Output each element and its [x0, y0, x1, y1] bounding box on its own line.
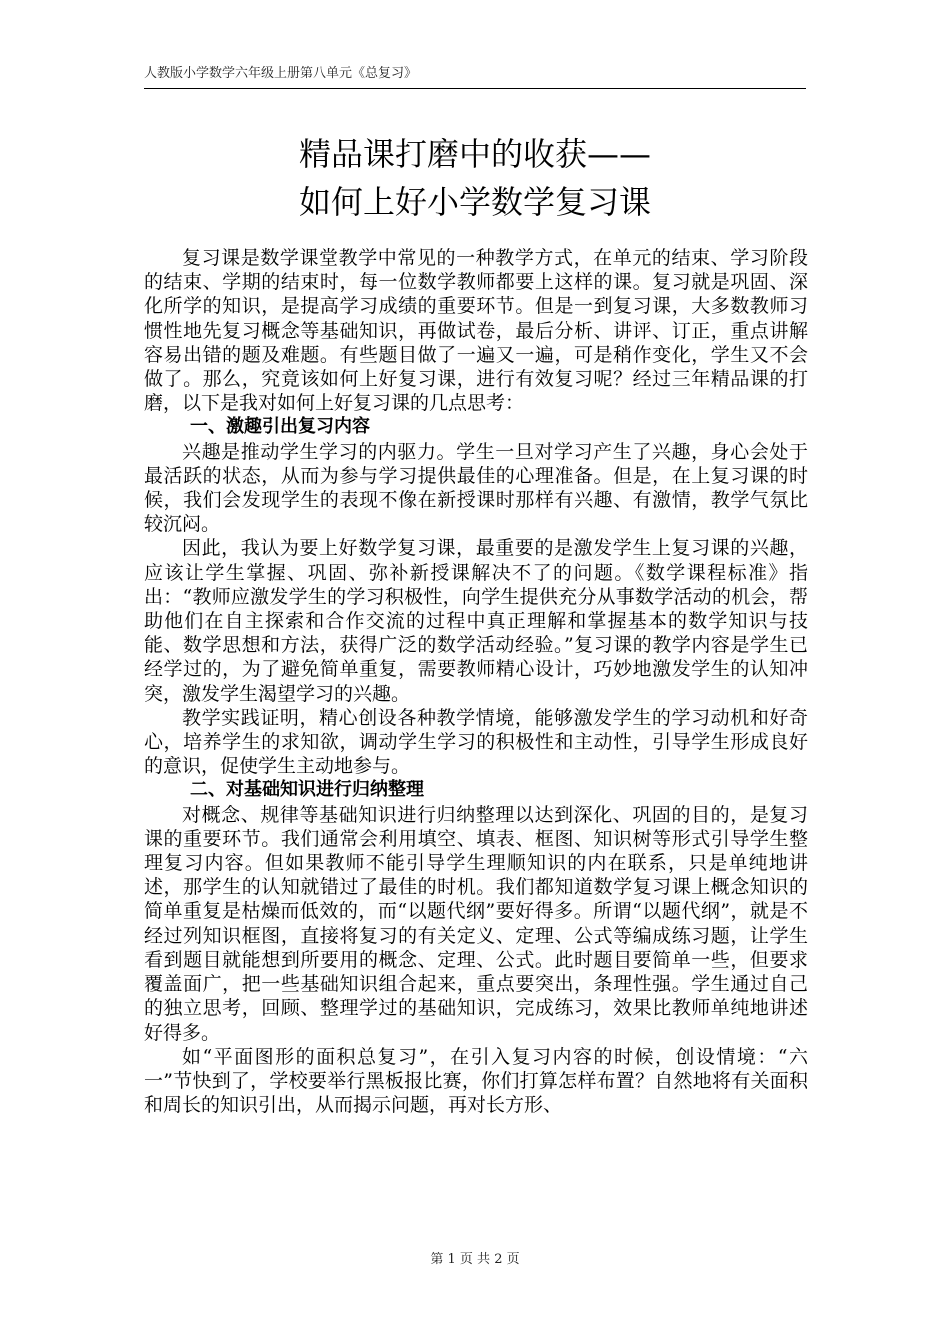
paragraph: 兴趣是推动学生学习的内驱力。学生一旦对学习产生了兴趣，身心会处于最活跃的状态，从而为参与学习提供最佳的心理准备。但是，在上复习课的时候，我们会发现学生的表现不像在新授课时那样有兴趣、有激情，教学气氛比较沉闷。 — [144, 440, 808, 536]
document-title-line-2: 如何上好小学数学复习课 — [298, 183, 651, 221]
page-number-footer: 第 1 页 共 2 页 — [430, 1252, 520, 1267]
page-header: 人教版小学数学六年级上册第八单元《总复习》 — [144, 64, 806, 89]
paragraph: 教学实践证明，精心创设各种教学情境，能够激发学生的学习动机和好奇心，培养学生的求知欲，调动学生学习的积极性和主动性，引导学生形成良好的意识，促使学生主动地参与。 — [144, 706, 808, 778]
section-heading-1: 一、激趣引出复习内容 — [190, 416, 370, 438]
paragraph: 对概念、规律等基础知识进行归纳整理以达到深化、巩固的目的，是复习课的重要环节。我们通常会利用填空、填表、框图、知识树等形式引导学生整理复习内容。但如果教师不能引导学生理顺知识的内在联系，只是单纯地讲述，那学生的认知就错过了最佳的时机。我们都知道数学复习课上概念知识的简单重复是枯燥而低效的，而“以题代纲”要好得多。所谓“以题代纲”，就是不经过列知识框图，直接将复习的有关定义、定理、公式等编成练习题，让学生看到题目就能想到所要用的概念、定理、公式。此时题目要简单一些，但要求覆盖面广，把一些基础知识组合起来，重点要突出，条理性强。学生通过自己的独立思考，回顾、整理学过的基础知识，完成练习，效果比教师单纯地讲述好得多。 — [144, 803, 808, 1044]
document-title-line-1: 精品课打磨中的收获—— — [298, 135, 651, 173]
paragraph-intro: 复习课是数学课堂教学中常见的一种教学方式，在单元的结束、学习阶段的结束、学期的结束时，每一位数学教师都要上这样的课。复习就是巩固、深化所学的知识，是提高学习成绩的重要环节。但是一到复习课，大多数教师习惯性地先复习概念等基础知识，再做试卷，最后分析、讲评、订正，重点讲解容易出错的题及难题。有些题目做了一遍又一遍，可是稍作变化，学生又不会做了。那么，究竟该如何上好复习课，进行有效复习呢？经过三年精品课的打磨，以下是我对如何上好复习课的几点思考： — [144, 247, 808, 415]
section-heading-2: 二、对基础知识进行归纳整理 — [190, 779, 424, 801]
paragraph: 因此，我认为要上好数学复习课，最重要的是激发学生上复习课的兴趣，应该让学生掌握、巩固、弥补新授课解决不了的问题。《数学课程标准》指出：“教师应激发学生的学习积极性，向学生提供充分从事数学活动的机会，帮助他们在自主探索和合作交流的过程中真正理解和掌握基本的数学知识与技能、数学思想和方法，获得广泛的数学活动经验。”复习课的教学内容是学生已经学过的，为了避免简单重复，需要教师精心设计，巧妙地激发学生的认知冲突，激发学生渴望学习的兴趣。 — [144, 537, 808, 705]
document-body — [144, 246, 808, 1117]
paragraph: 如“平面图形的面积总复习”，在引入复习内容的时候，创设情境：“六一”节快到了，学校要举行黑板报比赛，你们打算怎样布置？自然地将有关面积和周长的知识引出，从而揭示问题，再对长方形、 — [144, 1045, 808, 1117]
